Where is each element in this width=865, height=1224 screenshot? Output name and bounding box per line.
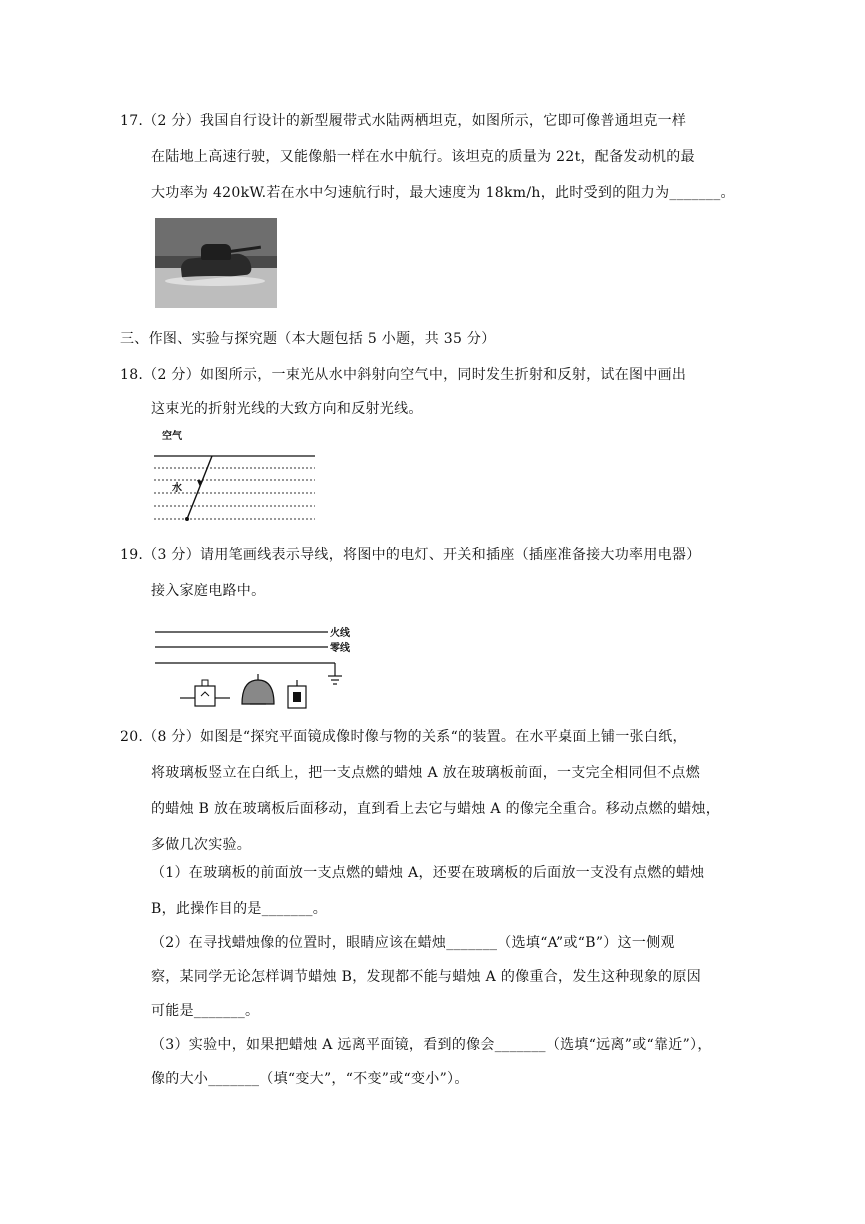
neutral-wire-label: 零线 (330, 643, 350, 654)
incident-ray (187, 456, 212, 519)
q20-part-3-line-2: 像的大小_______（填“变大”，“不变”或“变小”）。 (151, 1071, 469, 1087)
section-3-heading: 三、作图、实验与探究题（本大题包括 5 小题，共 35 分） (120, 331, 496, 347)
q20-part-2-line-1: （2）在寻找蜡烛像的位置时，眼睛应该在蜡烛_______（选填“A”或“B”）这一侧观 (151, 935, 675, 951)
live-wire-label: 火线 (330, 628, 350, 639)
q20-line-2: 将玻璃板竖立在白纸上，把一支点燃的蜡烛 A 放在玻璃板前面，一支完全相同但不点燃 (151, 765, 701, 781)
lamp-icon (242, 680, 274, 704)
q17-line-2: 在陆地上高速行驶，又能像船一样在水中航行。该坦克的质量为 22t，配备发动机的最 (151, 149, 695, 165)
water-label: 水 (172, 483, 182, 494)
q20-part-2-line-3: 可能是_______。 (151, 1003, 260, 1019)
air-label: 空气 (162, 431, 182, 442)
q18-line-1: 18.（2 分）如图所示，一束光从水中斜射向空气中，同时发生折射和反射，试在图中画出 (120, 367, 687, 383)
amphibious-tank-photo (155, 218, 277, 308)
q19-line-1: 19.（3 分）请用笔画线表示导线，将图中的电灯、开关和插座（插座准备接大功率用电器） (120, 547, 701, 563)
q20-part-1-line-1: （1）在玻璃板的前面放一支点燃的蜡烛 A，还要在玻璃板的后面放一支没有点燃的蜡烛 (151, 865, 705, 881)
q17-line-1: 17.（2 分）我国自行设计的新型履带式水陆两栖坦克，如图所示，它即可像普通坦克一样 (120, 113, 687, 129)
q19-line-2: 接入家庭电路中。 (151, 583, 266, 599)
q20-part-1-line-2: B，此操作目的是_______。 (151, 901, 328, 917)
q20-line-3: 的蜡烛 B 放在玻璃板后面移动，直到看上去它与蜡烛 A 的像完全重合。移动点燃的蜡烛， (151, 801, 721, 817)
household-circuit-diagram (150, 620, 365, 712)
q20-part-3-line-1: （3）实验中，如果把蜡烛 A 远离平面镜，看到的像会_______（选填“远离”或“靠近”）， (151, 1037, 712, 1053)
q17-line-3: 大功率为 420kW.若在水中匀速航行时，最大速度为 18km/h，此时受到的阻力为_______。 (151, 185, 735, 201)
q20-part-2-line-2: 察，某同学无论怎样调节蜡烛 B，发现都不能与蜡烛 A 的像重合，发生这种现象的原因 (151, 969, 702, 985)
q20-line-1: 20.（8 分）如图是“探究平面镜成像时像与物的关系“的装置。在水平桌面上铺一张白纸， (120, 729, 687, 745)
q20-line-4: 多做几次实验。 (151, 837, 252, 853)
switch-icon (195, 686, 215, 706)
q18-line-2: 这束光的折射光线的大致方向和反射光线。 (151, 401, 423, 417)
refraction-diagram (150, 425, 320, 525)
